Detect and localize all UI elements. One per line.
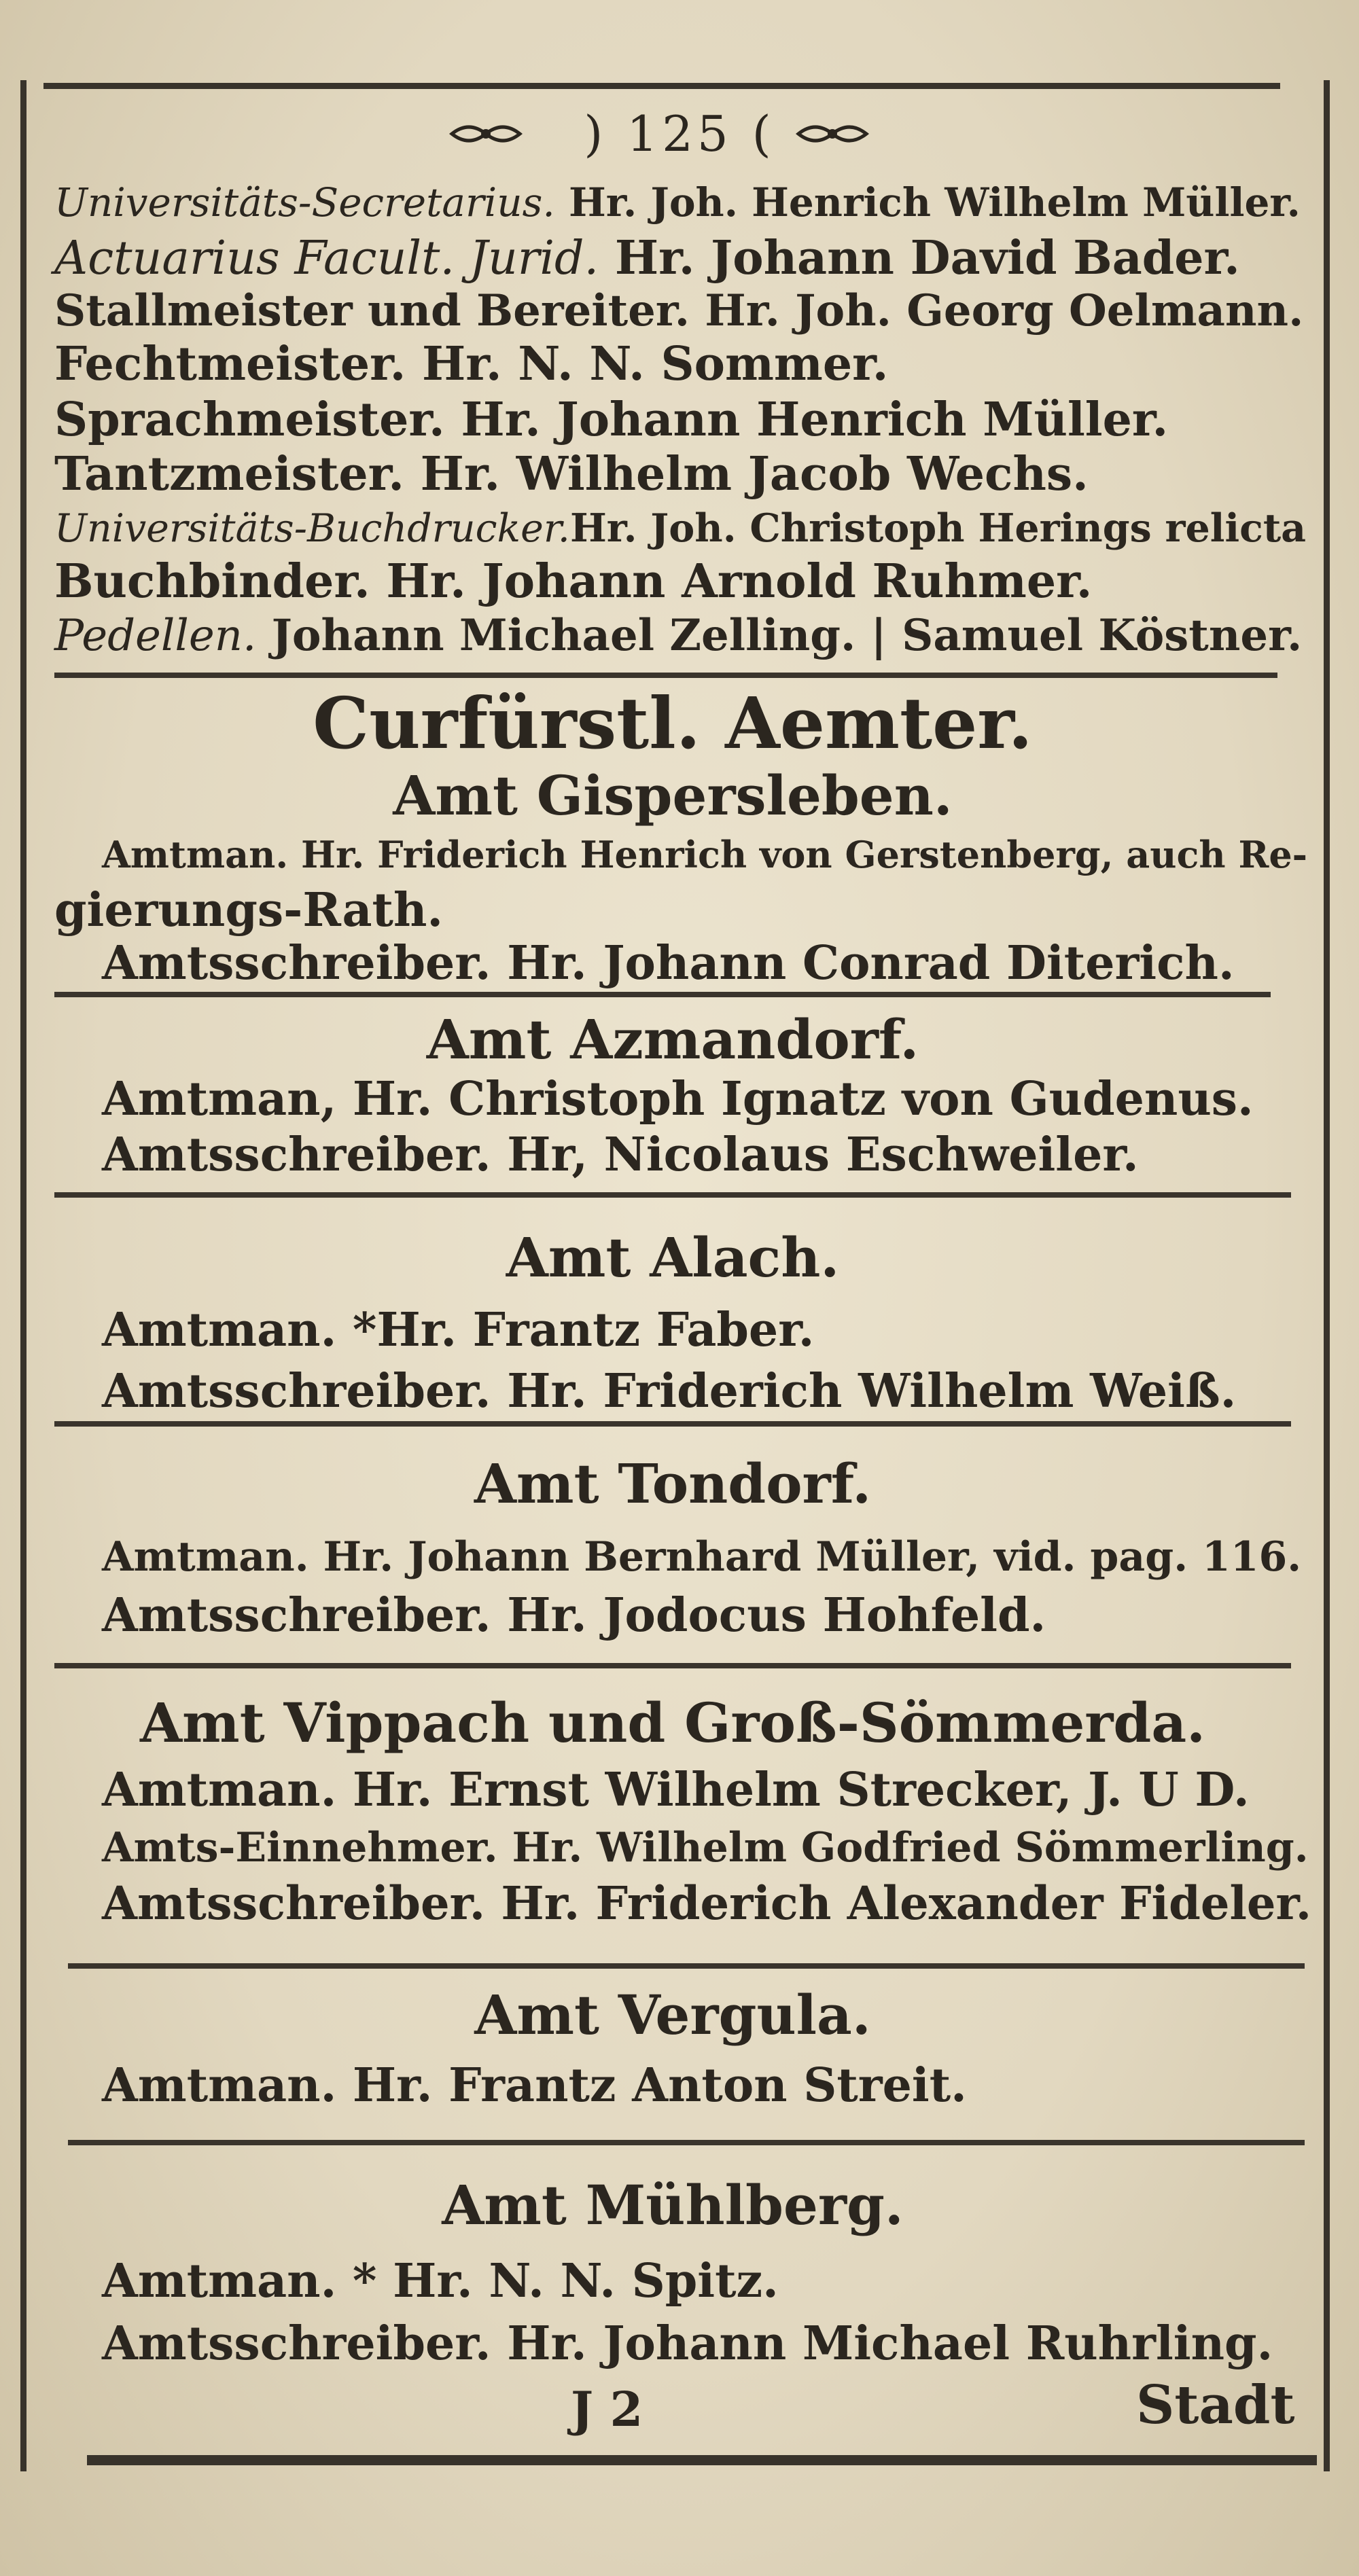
separator-rule	[54, 1663, 1291, 1668]
person: Hr. Johann Arnold Ruhmer.	[386, 554, 1093, 609]
staff-line-tantzmeister	[54, 447, 1089, 501]
role: Stallmeister und Bereiter.	[54, 285, 690, 336]
separator-rule	[68, 1963, 1305, 1969]
person: Hr. Joh. Christoph Herings relicta	[569, 505, 1307, 551]
person: Hr. Joh. Henrich Wilhelm Müller.	[568, 179, 1301, 226]
person: Johann Michael Zelling. | Samuel Köstner.	[271, 610, 1303, 661]
staff-line-fechtmeister	[54, 337, 888, 391]
amt-line: Amtsschreiber. Hr, Nicolaus Eschweiler.	[102, 1128, 1139, 1182]
role: Actuarius Facult. Jurid.	[54, 232, 599, 285]
amt-title-alach: Amt Alach.	[506, 1226, 840, 1289]
role: Sprachmeister.	[54, 393, 445, 447]
amt-line: Amtsschreiber. Hr. Jodocus Hohfeld.	[102, 1588, 1046, 1643]
left-frame-rule	[20, 80, 27, 2471]
amt-title-vippach: Amt Vippach und Groß-Sömmerda.	[139, 1691, 1206, 1755]
separator-rule	[54, 992, 1271, 997]
left-ornament-icon	[448, 117, 523, 151]
person: Hr. Joh. Georg Oelmann.	[705, 285, 1304, 336]
separator-rule	[54, 1192, 1291, 1198]
top-rule	[43, 83, 1280, 89]
amt-title-azmandorf: Amt Azmandorf.	[426, 1007, 919, 1071]
amt-line: Amtsschreiber. Hr. Friderich Alexander Fideler.	[102, 1876, 1312, 1930]
amt-line: Amtman. *Hr. Frantz Faber.	[102, 1303, 815, 1357]
amt-line: Amtman. Hr. Friderich Henrich von Gerstenberg, auch Re-	[102, 833, 1308, 876]
person: Hr. N. N. Sommer.	[422, 337, 889, 391]
staff-line-stallmeister	[54, 284, 1303, 338]
amt-title-gispersleben: Amt Gispersleben.	[393, 764, 953, 827]
amt-line: Amtman. * Hr. N. N. Spitz.	[102, 2254, 779, 2308]
person: Hr. Wilhelm Jacob Wechs.	[420, 447, 1089, 501]
person: Hr. Johann David Bader.	[614, 231, 1240, 285]
section-title: Curfürstl. Aemter.	[313, 681, 1033, 765]
role: Pedellen.	[54, 611, 257, 661]
amt-line: Amtman. Hr. Johann Bernhard Müller, vid. pag. 116.	[102, 1533, 1302, 1581]
amt-line: Amts-Einnehmer. Hr. Wilhelm Godfried Sömmerling.	[102, 1824, 1309, 1872]
staff-line-pedellen	[54, 609, 1302, 663]
staff-line-buchbinder	[54, 554, 1092, 609]
staff-line-buchdrucker	[54, 501, 1306, 556]
amt-line: Amtsschreiber. Hr. Friderich Wilhelm Weiß.	[102, 1364, 1237, 1418]
page-header	[0, 102, 1359, 166]
separator-rule	[54, 1421, 1291, 1427]
amt-title-tondorf: Amt Tondorf.	[474, 1452, 872, 1516]
separator-rule	[54, 673, 1277, 678]
separator-rule	[68, 2140, 1305, 2145]
amt-title-muehlberg: Amt Mühlberg.	[442, 2173, 904, 2237]
role: Tantzmeister.	[54, 447, 404, 501]
amt-line: Amtman. Hr. Ernst Wilhelm Strecker, J. U D.	[102, 1763, 1250, 1817]
bottom-rule	[87, 2455, 1317, 2465]
role: Universitäts-Secretarius.	[54, 179, 555, 226]
amt-line: Amtman, Hr. Christoph Ignatz von Gudenus.	[102, 1072, 1254, 1126]
right-frame-rule	[1324, 80, 1330, 2471]
role: Buchbinder.	[54, 554, 370, 609]
signature-mark: J 2	[571, 2381, 643, 2437]
person: Hr. Johann Henrich Müller.	[461, 393, 1169, 447]
amt-line: Amtsschreiber. Hr. Johann Conrad Diterich.	[102, 936, 1235, 990]
amt-title-vergula: Amt Vergula.	[474, 1983, 871, 2047]
staff-line-secretary	[54, 175, 1301, 230]
right-ornament-icon	[795, 117, 870, 151]
role: Fechtmeister.	[54, 337, 406, 391]
catchword: Stadt	[1136, 2374, 1295, 2436]
staff-line-sprachmeister	[54, 393, 1168, 447]
amt-line: Amtman. Hr. Frantz Anton Streit.	[102, 2058, 967, 2113]
staff-line-actuarius	[54, 231, 1240, 286]
role: Universitäts-Buchdrucker.	[54, 506, 570, 551]
page-number: ) 125 (	[584, 105, 775, 162]
amt-line: Amtsschreiber. Hr. Johann Michael Ruhrling.	[102, 2316, 1273, 2371]
amt-line: gierungs-Rath.	[54, 883, 444, 937]
